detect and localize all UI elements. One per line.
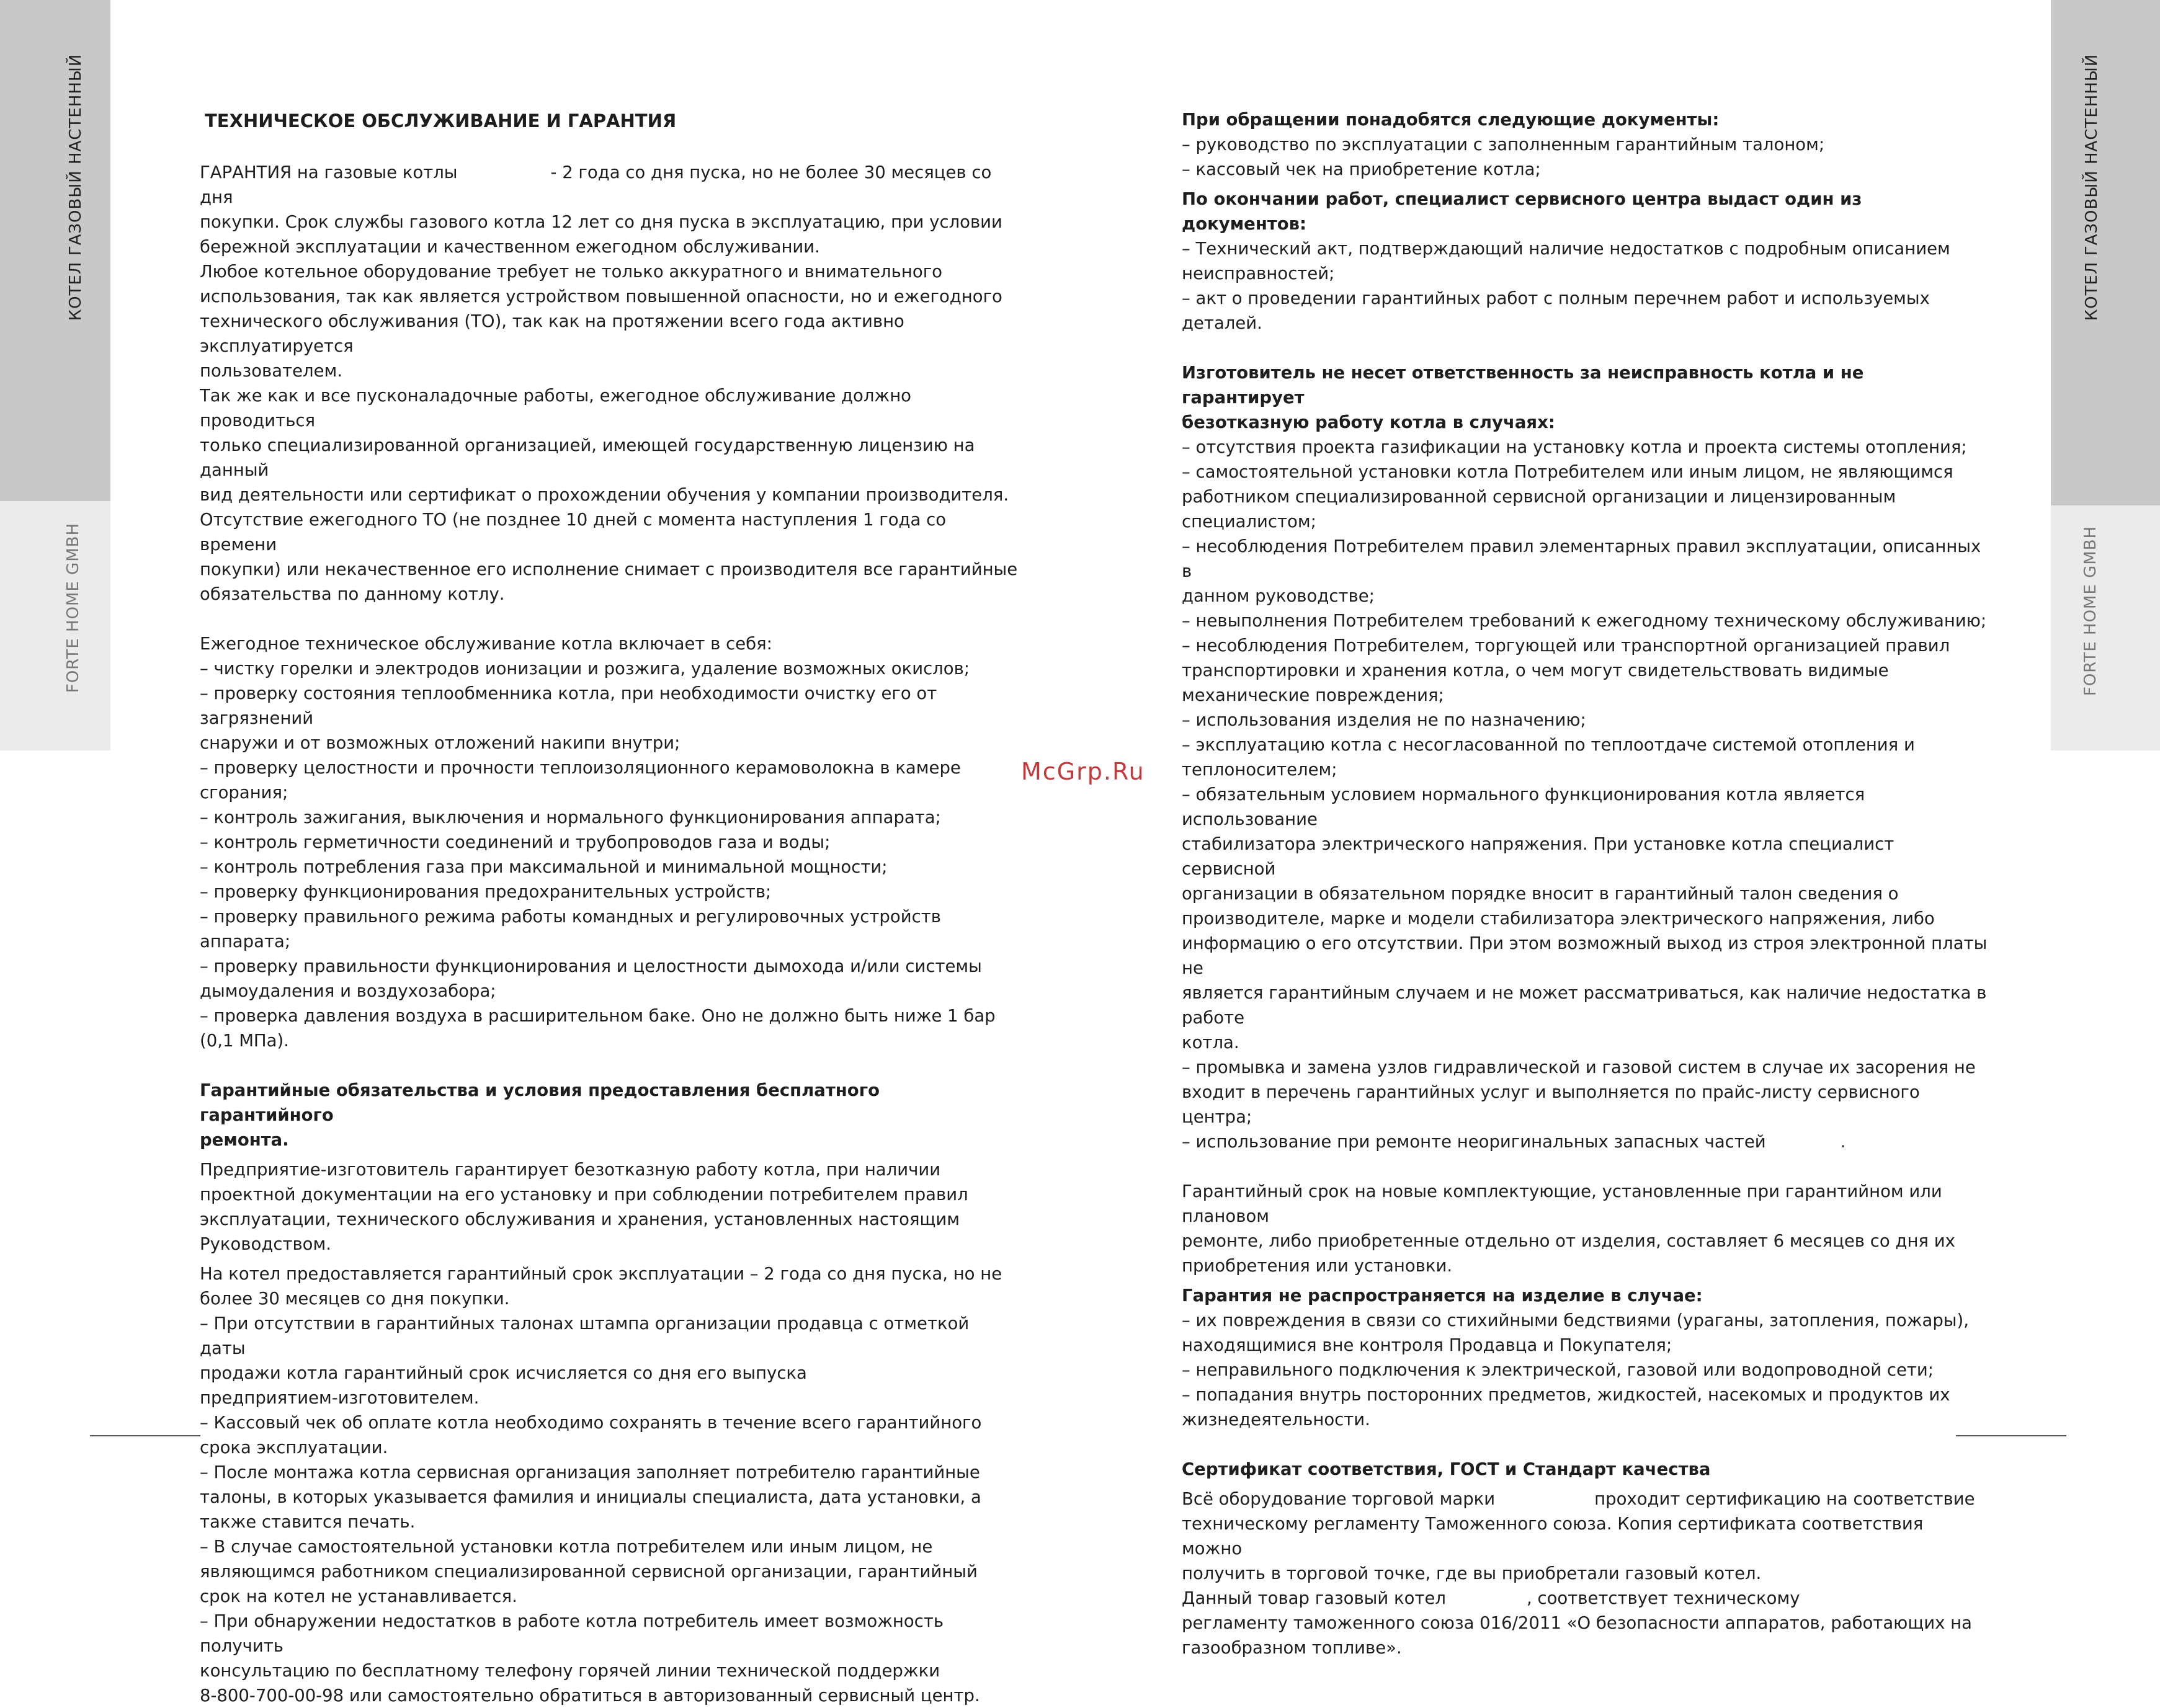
liability-line: – несоблюдения Потребителем правил элементарных правил эксплуатации, описанных в <box>1182 536 1981 581</box>
warranty-line: – Кассовый чек об оплате котла необходимо сохранять в течение всего гарантийного <box>200 1413 982 1433</box>
certificate-line: регламенту таможенного союза 016/2011 «О безопасности аппаратов, работающих на <box>1182 1613 1972 1633</box>
warranty-line: продажи котла гарантийный срок исчисляется со дня его выпуска <box>200 1363 807 1383</box>
liability-line: производителе, марке и модели стабилизатора электрического напряжения, либо <box>1182 909 1935 928</box>
docs-line: – кассовый чек на приобретение котла; <box>1182 159 1541 179</box>
warranty-line: предприятием-изготовителем. <box>200 1388 480 1408</box>
warranty-para-line: Предприятие-изготовитель гарантирует безотказную работу котла, при наличии <box>200 1160 941 1180</box>
intro-line: пользователем. <box>200 361 343 381</box>
warranty-phone-line: 8-800-700-00-98 или самостоятельно обратиться в авторизованный сервисный центр. <box>200 1686 980 1706</box>
intro-line: использования, так как является устройством повышенной опасности, но и ежегодного <box>200 287 1002 306</box>
liability-line: работником специализированной сервисной организации и лицензированным <box>1182 487 1896 507</box>
warranty-line: также ставится печать. <box>200 1512 416 1532</box>
exclusion-heading: Гарантия не распространяется на изделие в случае: <box>1182 1286 1703 1305</box>
exclusion-line: жизнедеятельности. <box>1182 1410 1370 1430</box>
maintenance-line: – проверку правильности функционирования и целостности дымохода и/или системы <box>200 956 982 976</box>
left-side-tab-top <box>0 0 110 501</box>
maintenance-line: снаружи и от возможных отложений накипи внутри; <box>200 733 681 753</box>
warranty-line: срок на котел не устанавливается. <box>200 1586 517 1606</box>
left-brand-label: FORTE HOME GMBH <box>64 522 83 693</box>
left-side-tab-bottom <box>0 501 110 750</box>
maintenance-line: – контроль зажигания, выключения и нормального функционирования аппарата; <box>200 807 941 827</box>
right-series-label: КОТЕЛ ГАЗОВЫЙ НАСТЕННЫЙ <box>2082 53 2101 321</box>
liability-line: организации в обязательном порядке вносит в гарантийный талон сведения о <box>1182 884 1899 904</box>
spare-parts-line: ремонте, либо приобретенные отдельно от изделия, составляет 6 месяцев со дня их <box>1182 1231 1955 1251</box>
after-work-line: деталей. <box>1182 313 1262 333</box>
warranty-line: – При отсутствии в гарантийных талонах штампа организации продавца с отметкой даты <box>200 1314 970 1358</box>
maintenance-line: Ежегодное техническое обслуживание котла включает в себя: <box>200 634 772 654</box>
liability-line: – использования изделия не по назначению; <box>1182 710 1586 730</box>
warranty-line: – В случае самостоятельной установки котла потребителем или иным лицом, не <box>200 1537 933 1557</box>
warranty-heading: ремонта. <box>200 1130 289 1150</box>
certificate-line: получить в торговой точке, где вы приобретали газовый котел. <box>1182 1563 1762 1583</box>
certificate-heading: Сертификат соответствия, ГОСТ и Стандарт качества <box>1182 1459 1711 1479</box>
liability-heading: безотказную работу котла в случаях: <box>1182 412 1555 432</box>
liability-line: – самостоятельной установки котла Потребителем или иным лицом, не являющимся <box>1182 462 1953 482</box>
warranty-line: являющимся работником специализированной сервисной организации, гарантийный <box>200 1562 978 1581</box>
watermark: McGrp.Ru <box>1021 758 1145 785</box>
exclusion-line: – попадания внутрь посторонних предметов, жидкостей, насекомых и продуктов их <box>1182 1385 1950 1405</box>
liability-line: стабилизатора электрического напряжения. При установке котла специалист сервисной <box>1182 834 1894 879</box>
left-footer-rule <box>90 1435 200 1436</box>
liability-line: данном руководстве; <box>1182 586 1375 606</box>
intro-line: Отсутствие ежегодного ТО (не позднее 10 дней с момента наступления 1 года со времени <box>200 510 947 554</box>
exclusion-line: – неправильного подключения к электрической, газовой или водопроводной сети; <box>1182 1360 1934 1380</box>
maintenance-line: – контроль потребления газа при максимальной и минимальной мощности; <box>200 857 888 877</box>
liability-line: входит в перечень гарантийных услуг и выполняется по прайс-листу сервисного центра; <box>1182 1082 1920 1127</box>
liability-heading: Изготовитель не несет ответственность за неисправность котла и не гарантирует <box>1182 363 1864 407</box>
left-series-label: КОТЕЛ ГАЗОВЫЙ НАСТЕННЫЙ <box>66 53 85 321</box>
maintenance-line: – проверка давления воздуха в расширительном баке. Оно не должно быть ниже 1 бар (0,1 МПа). <box>200 1006 996 1051</box>
exclusion-line: находящимися вне контроля Продавца и Покупателя; <box>1182 1335 1672 1355</box>
after-work-line: – акт о проведении гарантийных работ с полным перечнем работ и используемых <box>1182 288 1930 308</box>
liability-line: – эксплуатацию котла с несогласованной по теплоотдаче системой отопления и <box>1182 735 1915 755</box>
certificate-first-line: Всё оборудование торговой марки проходит сертификацию на соответствие <box>1182 1489 1975 1509</box>
spare-parts-line: Гарантийный срок на новые комплектующие, установленные при гарантийном или плановом <box>1182 1181 1942 1226</box>
right-column <box>1182 107 1988 1660</box>
liability-line: котла. <box>1182 1033 1239 1052</box>
liability-line: является гарантийным случаем и не может рассматриваться, как наличие недостатка в работе <box>1182 983 1987 1028</box>
right-side-tab-bottom <box>2051 505 2160 750</box>
certificate-line: газообразном топливе». <box>1182 1638 1402 1658</box>
warranty-line: – При обнаружении недостатков в работе котла потребитель имеет возможность получить <box>200 1611 944 1656</box>
right-side-tab-top <box>2051 0 2160 505</box>
intro-line: обязательства по данному котлу. <box>200 584 505 604</box>
page-title: ТЕХНИЧЕСКОЕ ОБСЛУЖИВАНИЕ И ГАРАНТИЯ <box>205 110 677 131</box>
maintenance-line: дымоудаления и воздухозабора; <box>200 981 496 1001</box>
warranty-para-line: Руководством. <box>200 1234 331 1254</box>
liability-line: – промывка и замена узлов гидравлической и газовой систем в случае их засорения не <box>1182 1057 1976 1077</box>
warranty-line: – После монтажа котла сервисная организация заполняет потребителю гарантийные <box>200 1462 980 1482</box>
docs-heading: При обращении понадобятся следующие документы: <box>1182 110 1720 130</box>
warranty-heading: Гарантийные обязательства и условия предоставления бесплатного гарантийного <box>200 1080 880 1125</box>
liability-line: теплоносителем; <box>1182 760 1337 780</box>
after-work-line: – Технический акт, подтверждающий наличие недостатков с подробным описанием <box>1182 239 1950 259</box>
intro-line: только специализированной организацией, имеющей государственную лицензию на данный <box>200 435 975 480</box>
right-brand-label: FORTE HOME GMBH <box>2081 525 2100 696</box>
certificate-line: техническому регламенту Таможенного союза. Копия сертификата соответствия можно <box>1182 1514 1924 1559</box>
warranty-para-line: проектной документации на его установку и при соблюдении потребителем правил <box>200 1185 968 1204</box>
warranty-line: На котел предоставляется гарантийный срок эксплуатации – 2 года со дня пуска, но не <box>200 1264 1002 1284</box>
maintenance-line: – контроль герметичности соединений и трубопроводов газа и воды; <box>200 832 831 852</box>
warranty-line: консультацию по бесплатному телефону горячей линии технической поддержки <box>200 1661 940 1681</box>
warranty-line: талоны, в которых указывается фамилия и инициалы специалиста, дата установки, а <box>200 1487 981 1507</box>
maintenance-line: – чистку горелки и электродов ионизации и розжига, удаление возможных окислов; <box>200 659 970 678</box>
maintenance-line: – проверку функционирования предохранительных устройств; <box>200 882 772 902</box>
liability-line: – невыполнения Потребителем требований к ежегодному техническому обслуживанию; <box>1182 611 1987 631</box>
left-column <box>200 160 1019 1708</box>
after-work-line: неисправностей; <box>1182 264 1335 283</box>
liability-line: механические повреждения; <box>1182 685 1444 705</box>
parts-line: – использование при ремонте неоригинальных запасных частей . <box>1182 1132 1846 1152</box>
docs-line: – руководство по эксплуатации с заполненным гарантийным талоном; <box>1182 135 1825 154</box>
warranty-para-line: эксплуатации, технического обслуживания и хранения, установленных настоящим <box>200 1209 960 1229</box>
liability-line: – несоблюдения Потребителем, торгующей или транспортной организацией правил <box>1182 636 1950 656</box>
liability-line: транспортировки и хранения котла, о чем могут свидетельствовать видимые <box>1182 661 1889 680</box>
right-footer-rule <box>1956 1435 2066 1436</box>
warranty-line: более 30 месяцев со дня покупки. <box>200 1289 510 1309</box>
intro-first-line: ГАРАНТИЯ на газовые котлы - 2 года со дня пуска, но не более 30 месяцев со дня <box>200 162 992 207</box>
intro-line: Так же как и все пусконаладочные работы, ежегодное обслуживание должно проводиться <box>200 386 911 430</box>
warranty-line: срока эксплуатации. <box>200 1438 388 1457</box>
liability-line: информацию о его отсутствии. При этом возможный выход из строя электронной платы не <box>1182 933 1988 978</box>
intro-line: покупки. Срок службы газового котла 12 лет со дня пуска в эксплуатацию, при условии <box>200 212 1002 232</box>
exclusion-line: – их повреждения в связи со стихийными бедствиями (ураганы, затопления, пожары), <box>1182 1310 1969 1330</box>
intro-line: технического обслуживания (ТО), так как на протяжении всего года активно эксплуатируется <box>200 311 904 356</box>
liability-line: – обязательным условием нормального функционирования котла является использование <box>1182 785 1865 829</box>
maintenance-line: – проверку целостности и прочности теплоизоляционного керамоволокна в камере сгорания; <box>200 758 961 803</box>
maintenance-line: – проверку правильного режима работы командных и регулировочных устройств аппарата; <box>200 907 941 951</box>
spare-parts-line: приобретения или установки. <box>1182 1256 1453 1276</box>
certificate-product-line: Данный товар газовый котел , соответствует техническому <box>1182 1588 1800 1608</box>
intro-line: Любое котельное оборудование требует не только аккуратного и внимательного <box>200 262 942 282</box>
intro-line: вид деятельности или сертификат о прохождении обучения у компании производителя. <box>200 485 1009 505</box>
intro-line: бережной эксплуатации и качественном ежегодном обслуживании. <box>200 237 820 257</box>
liability-line: – отсутствия проекта газификации на установку котла и проекта системы отопления; <box>1182 437 1967 457</box>
after-work-heading: По окончании работ, специалист сервисного центра выдаст один из документов: <box>1182 189 1862 234</box>
maintenance-line: – проверку состояния теплообменника котла, при необходимости очистку его от загрязнений <box>200 683 937 728</box>
liability-line: специалистом; <box>1182 512 1316 532</box>
intro-line: покупки) или некачественное его исполнение снимает с производителя все гарантийные <box>200 559 1018 579</box>
